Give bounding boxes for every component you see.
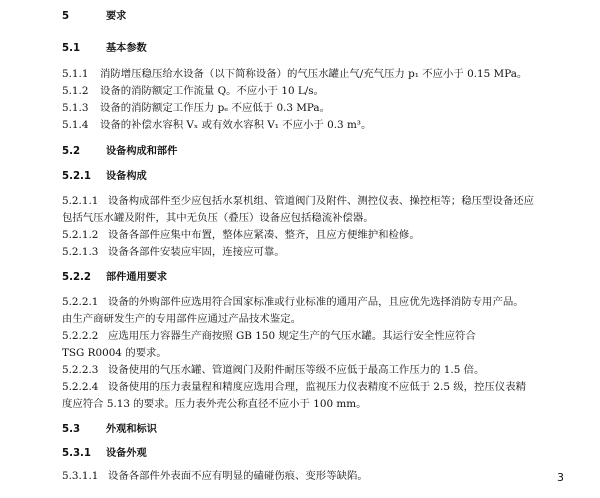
clause-5-2-1-3 bbox=[62, 245, 570, 259]
clause-5-2-2-3 bbox=[62, 363, 570, 377]
section-number: 5 bbox=[62, 11, 70, 22]
section-5-2-2-heading bbox=[62, 271, 570, 285]
clause-number: 5.2.2.4 bbox=[62, 381, 99, 393]
clause-number: 5.2.1.3 bbox=[62, 246, 99, 258]
page-number: 3 bbox=[557, 471, 564, 484]
clause-5-1-2 bbox=[62, 84, 570, 98]
clause-5-2-2-2 bbox=[62, 329, 570, 343]
clause-5-3-1-1 bbox=[62, 469, 570, 483]
clause-text-line2: 包括气压水罐及附件，其中无负压（叠压）设备应包括稳流补偿器。 bbox=[62, 212, 374, 224]
clause-5-2-1-2 bbox=[62, 228, 570, 242]
clause-5-2-1-1 bbox=[62, 194, 570, 208]
clause-5-2-2-1 bbox=[62, 295, 570, 309]
clause-text: 设备的消防额定工作流量 Q。不应小于 10 L/s。 bbox=[100, 85, 325, 97]
clause-text-line1: 设备的外购部件应选用符合国家标准或行业标准的通用产品，且应优先选择消防专用产品。 bbox=[108, 296, 524, 308]
section-title: 基本参数 bbox=[106, 43, 147, 54]
clause-text-line2: TSG R0004 的要求。 bbox=[62, 347, 167, 359]
clause-text: 设备各部件安装应牢固，连接应可靠。 bbox=[108, 246, 285, 258]
section-number: 5.2.1 bbox=[62, 171, 92, 182]
section-title: 要求 bbox=[106, 11, 127, 22]
section-number: 5.3.1 bbox=[62, 448, 92, 459]
clause-text-line1: 应选用压力容器生产商按照 GB 150 规定生产的气压水罐。其运行安全性应符合 bbox=[108, 330, 476, 342]
clause-text: 设备的消防额定工作压力 pₑ 不应低于 0.3 MPa。 bbox=[100, 102, 331, 114]
section-5-heading bbox=[62, 10, 570, 24]
clause-text: 设备各部件应集中布置，整体应紧凑、整齐，且应方便维护和检修。 bbox=[108, 229, 420, 241]
clause-text-line2: 由生产商研发生产的专用部件应通过产品技术鉴定。 bbox=[62, 313, 301, 325]
clause-number: 5.1.4 bbox=[62, 119, 89, 131]
clause-text: 设备使用的气压水罐、管道阀门及附件耐压等级不应低于最高工作压力的 1.5 倍。 bbox=[108, 364, 485, 376]
clause-number: 5.3.1.1 bbox=[62, 470, 99, 482]
clause-5-1-1 bbox=[62, 67, 570, 81]
section-5-3-heading bbox=[62, 423, 570, 437]
section-5-2-1-heading bbox=[62, 170, 570, 184]
section-number: 5.2 bbox=[62, 146, 81, 157]
clause-number: 5.2.2.3 bbox=[62, 364, 99, 376]
section-number: 5.1 bbox=[62, 43, 81, 54]
clause-text: 设备的补偿水容积 Vₓ 或有效水容积 V₁ 不应小于 0.3 m³。 bbox=[100, 119, 372, 131]
clause-5-2-2-1-cont bbox=[62, 312, 570, 326]
clause-5-2-2-2-cont bbox=[62, 346, 570, 360]
section-title: 设备外观 bbox=[106, 448, 147, 459]
clause-number: 5.1.2 bbox=[62, 85, 89, 97]
section-title: 设备构成 bbox=[106, 171, 147, 182]
section-number: 5.3 bbox=[62, 424, 81, 435]
section-title: 设备构成和部件 bbox=[106, 146, 178, 157]
clause-5-2-1-1-cont bbox=[62, 211, 570, 225]
clause-number: 5.2.1.1 bbox=[62, 195, 99, 207]
clause-number: 5.2.2.1 bbox=[62, 296, 99, 308]
clause-5-1-3 bbox=[62, 101, 570, 115]
clause-text-line2: 度应符合 5.13 的要求。压力表外壳公称直径不应小于 100 mm。 bbox=[62, 398, 367, 410]
clause-5-2-2-4 bbox=[62, 380, 570, 394]
section-5-2-heading bbox=[62, 145, 570, 159]
clause-text-line1: 设备使用的压力表量程和精度应选用合理，监视压力仪表精度不应低于 2.5 级，控压仪表精 bbox=[108, 381, 526, 393]
section-5-1-heading bbox=[62, 42, 570, 56]
clause-number: 5.1.3 bbox=[62, 102, 89, 114]
section-title: 部件通用要求 bbox=[106, 272, 168, 283]
clause-5-1-4 bbox=[62, 118, 570, 132]
clause-5-2-2-4-cont bbox=[62, 397, 570, 411]
section-title: 外观和标识 bbox=[106, 424, 157, 435]
clause-number: 5.2.2.2 bbox=[62, 330, 99, 342]
section-number: 5.2.2 bbox=[62, 272, 92, 283]
clause-text-line1: 设备构成部件至少应包括水泵机组、管道阀门及附件、测控仪表、操控柜等；稳压型设备还应 bbox=[108, 195, 535, 207]
clause-text: 消防增压稳压给水设备（以下简称设备）的气压水罐止气/充气压力 p₁ 不应小于 0.15 MPa。 bbox=[100, 68, 528, 80]
clause-text: 设备各部件外表面不应有明显的磕碰伤痕、变形等缺陷。 bbox=[108, 470, 368, 482]
section-5-3-1-heading bbox=[62, 447, 570, 461]
clause-number: 5.2.1.2 bbox=[62, 229, 99, 241]
clause-number: 5.1.1 bbox=[62, 68, 89, 80]
